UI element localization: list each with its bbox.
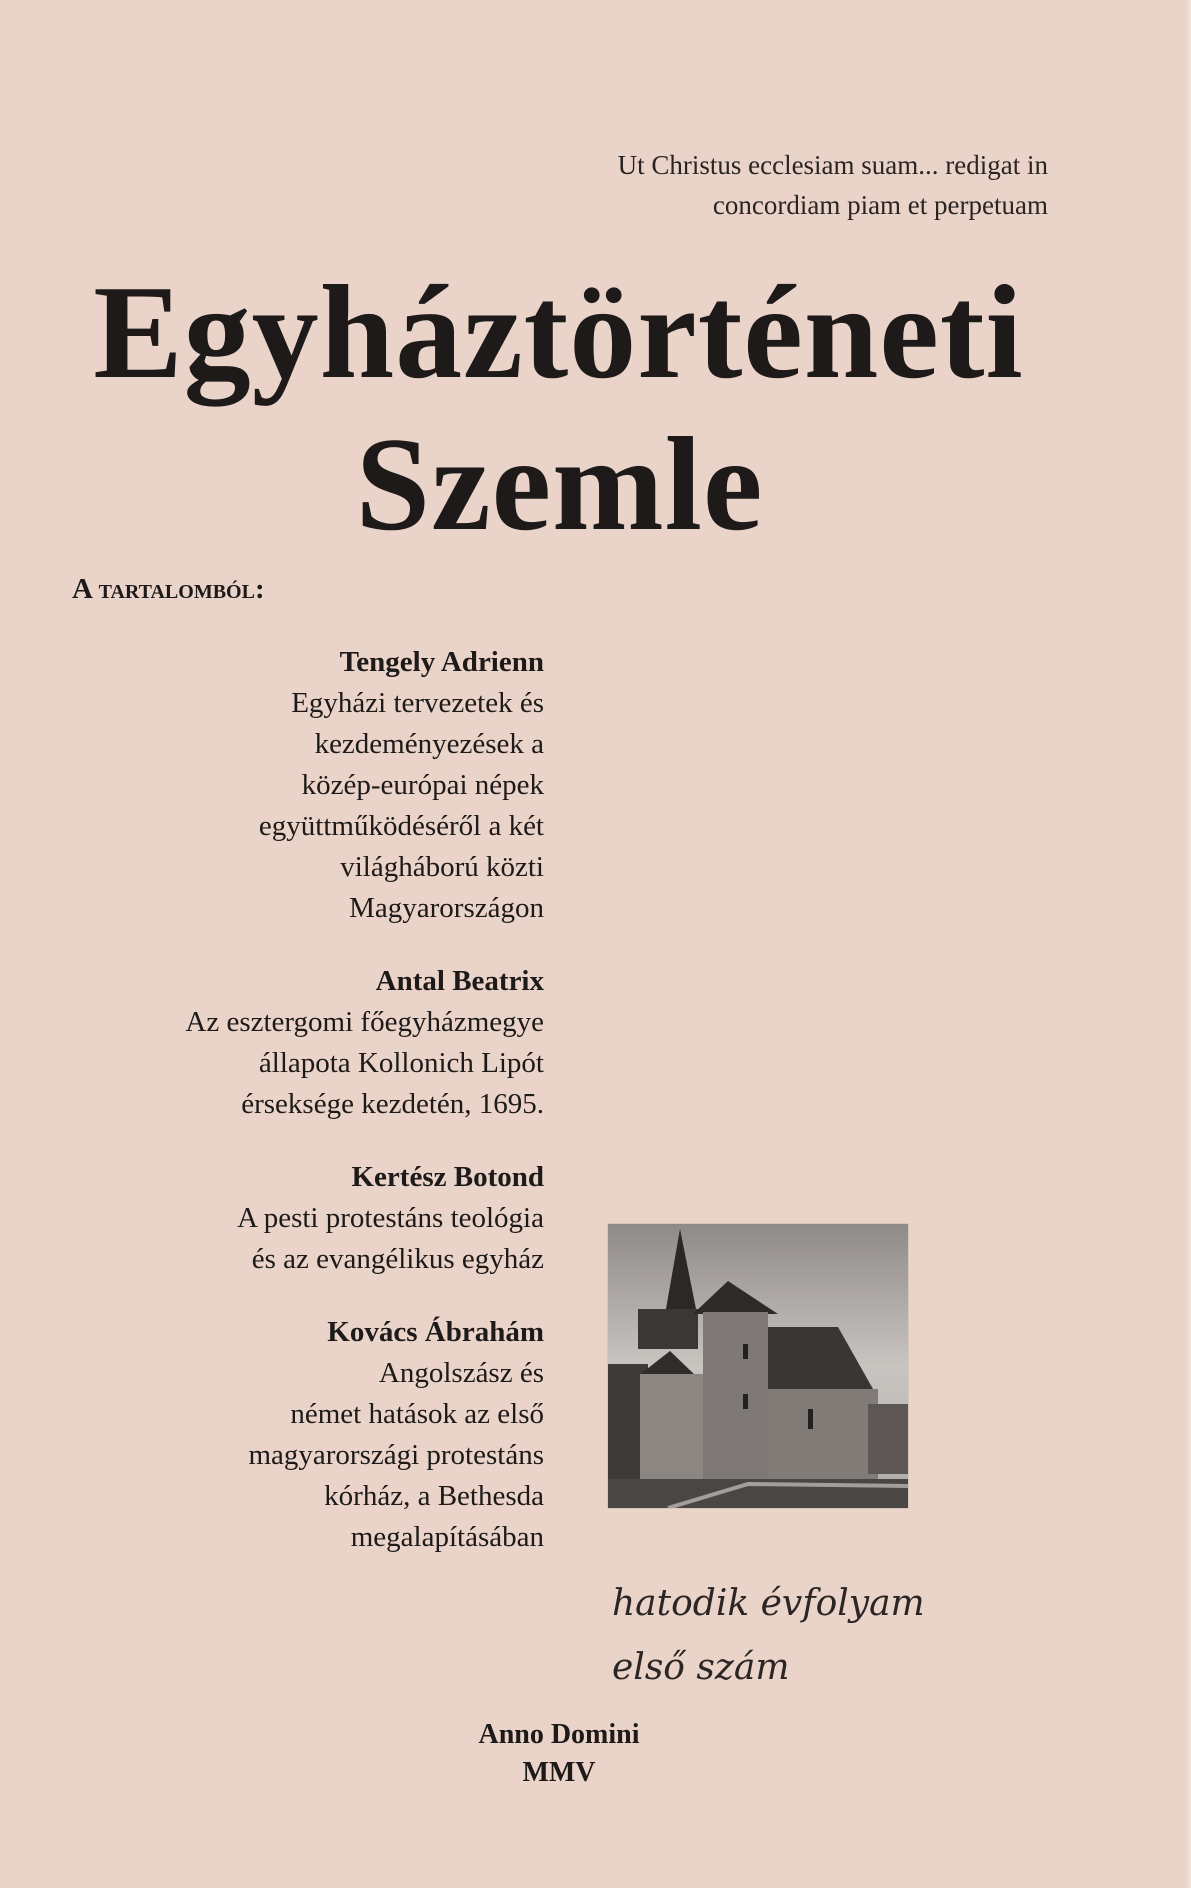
motto-line: Ut Christus ecclesiam suam... redigat in (617, 150, 1048, 180)
year-roman: MMV (522, 1757, 596, 1788)
entry-title-line: Az esztergomi főegyházmegye (185, 1006, 544, 1038)
contents-heading: A tartalomból: (72, 573, 265, 605)
entry-title-line: német hatások az első (290, 1398, 544, 1430)
contents-list (24, 642, 544, 1590)
page-edge (1183, 0, 1191, 1888)
entry-author: Tengely Adrienn (339, 646, 544, 678)
entry-title-line: kórház, a Bethesda (324, 1480, 544, 1512)
entry-title-line: érseksége kezdetén, 1695. (241, 1088, 544, 1120)
publication-year (0, 1716, 1118, 1792)
entry-author: Antal Beatrix (375, 965, 544, 997)
motto (618, 145, 1048, 225)
entry-title-line: Egyházi tervezetek és (291, 687, 544, 719)
volume-label: hatodik évfolyam (612, 1583, 925, 1624)
issue-number-label: első szám (612, 1647, 790, 1688)
entry-title-line: Angolszász és (378, 1357, 544, 1389)
entry-title-line: A pesti protestáns teológia (237, 1202, 544, 1234)
entry-title-line: és az evangélikus egyház (251, 1243, 544, 1275)
contents-entry (24, 642, 544, 929)
entry-title-line: közép-európai népek (301, 769, 544, 801)
contents-entry (24, 1312, 544, 1558)
church-photo (607, 1223, 909, 1509)
entry-author: Kertész Botond (351, 1161, 544, 1193)
issue-info (612, 1572, 925, 1700)
entry-title-line: együttműködéséről a két (258, 810, 544, 842)
entry-title-line: állapota Kollonich Lipót (258, 1047, 544, 1079)
contents-entry (24, 1157, 544, 1280)
motto-line: concordiam piam et perpetuam (712, 190, 1048, 220)
journal-title: Egyháztörténeti (93, 258, 1024, 406)
journal-subtitle: Szemle (355, 410, 764, 558)
entry-title-line: Magyarországon (349, 892, 544, 924)
contents-entry (24, 961, 544, 1125)
entry-title-line: kezdeményezések a (314, 728, 544, 760)
anno-domini-label: Anno Domini (478, 1719, 640, 1750)
entry-author: Kovács Ábrahám (327, 1316, 544, 1348)
entry-title-line: megalapításában (350, 1521, 544, 1553)
entry-title-line: magyarországi protestáns (248, 1439, 544, 1471)
entry-title-line: világháború közti (340, 851, 544, 883)
